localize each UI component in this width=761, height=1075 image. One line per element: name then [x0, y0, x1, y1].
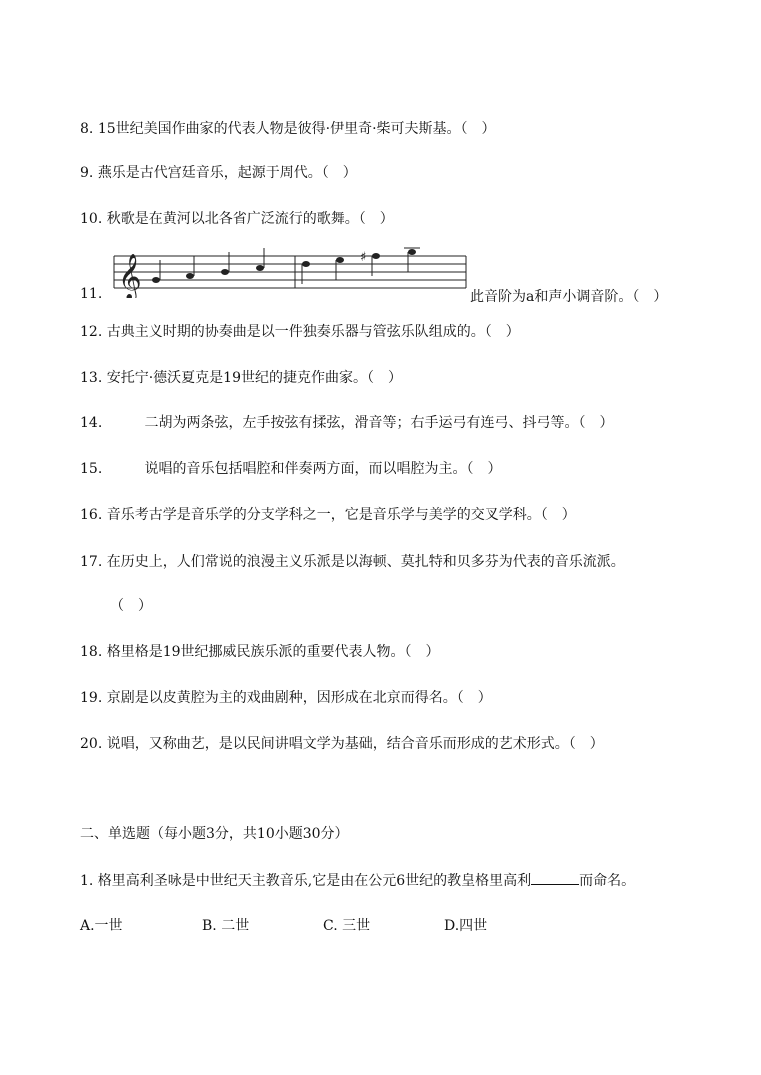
item-text: 15世纪美国作曲家的代表人物是彼得·伊里奇·柴可夫斯基。（ ）: [97, 121, 496, 137]
item-text: 京剧是以皮黄腔为主的戏曲剧种，因形成在北京而得名。（ ）: [106, 690, 492, 706]
item-number: 14.: [80, 415, 103, 431]
item-number: 16.: [80, 507, 103, 523]
item-number: 12.: [80, 324, 103, 340]
item-text: 安托宁·德沃夏克是19世纪的捷克作曲家。（ ）: [106, 370, 402, 386]
tf-item-20: [80, 735, 604, 753]
answer-blank: [531, 870, 579, 885]
option-d: D.四世: [444, 918, 488, 934]
tf-item-15: [80, 460, 501, 478]
tf-item-13: [80, 369, 402, 387]
item-number: 20.: [80, 736, 103, 752]
item-text: 格里格是19世纪挪威民族乐派的重要代表人物。（ ）: [106, 644, 440, 660]
question-1-stem: [80, 870, 635, 890]
tf-item-14: [80, 414, 613, 432]
option-b: B. 二世: [202, 918, 250, 934]
item-number: 15.: [80, 461, 103, 477]
option-c: C. 三世: [323, 918, 371, 934]
item-number: 8.: [80, 121, 94, 137]
svg-text:♯: ♯: [360, 250, 367, 265]
section-heading: 二、单选题（每小题3分，共10小题30分）: [80, 826, 349, 842]
tf-item-8: [80, 120, 496, 138]
item-number: 18.: [80, 644, 103, 660]
tf-item-19: [80, 689, 492, 707]
tf-item-11-number: 11.: [80, 286, 103, 302]
treble-clef-icon: 𝄞: [118, 254, 142, 298]
item-text: 说唱，又称曲艺，是以民间讲唱文学为基础，结合音乐而形成的艺术形式。（ ）: [106, 736, 604, 752]
item-text: 说唱的音乐包括唱腔和伴奏两方面，而以唱腔为主。（ ）: [144, 461, 502, 477]
item-number: 10.: [80, 211, 103, 227]
tf-item-10: [80, 210, 394, 228]
tf-item-9: [80, 164, 357, 182]
tf-item-12: [80, 323, 520, 341]
item-text: （ ）: [110, 598, 152, 614]
item-text: 二胡为两条弦，左手按弦有揉弦，滑音等；右手运弓有连弓、抖弓等。（ ）: [144, 415, 614, 431]
item-number: 9.: [80, 165, 94, 181]
stem-text: 1. 格里高利圣咏是中世纪天主教音乐,它是由在公元6世纪的教皇格里高利: [80, 873, 532, 889]
tf-item-17: [80, 553, 625, 571]
item-text: 秋歌是在黄河以北各省广泛流行的歌舞。（ ）: [106, 211, 394, 227]
stem-text-end: 而命名。: [579, 873, 636, 889]
item-text: 燕乐是古代宫廷音乐，起源于周代。（ ）: [97, 165, 357, 181]
item-number: 17.: [80, 554, 103, 570]
item-text: 在历史上，人们常说的浪漫主义乐派是以海顿、莫扎特和贝多芬为代表的音乐流派。: [106, 554, 625, 570]
tf-item-16: [80, 506, 576, 524]
item-text: 音乐考古学是音乐学的分支学科之一，它是音乐学与美学的交叉学科。（ ）: [106, 507, 576, 523]
tf-item-17-paren: [110, 597, 152, 615]
item-number: 13.: [80, 370, 103, 386]
item-text: 古典主义时期的协奏曲是以一件独奏乐器与管弦乐队组成的。（ ）: [106, 324, 520, 340]
tf-item-11-text: 此音阶为a和声小调音阶。（ ）: [470, 289, 668, 305]
option-a: A.一世: [80, 918, 123, 934]
tf-item-18: [80, 643, 440, 661]
music-staff-image: [110, 246, 470, 298]
item-number: 19.: [80, 690, 103, 706]
